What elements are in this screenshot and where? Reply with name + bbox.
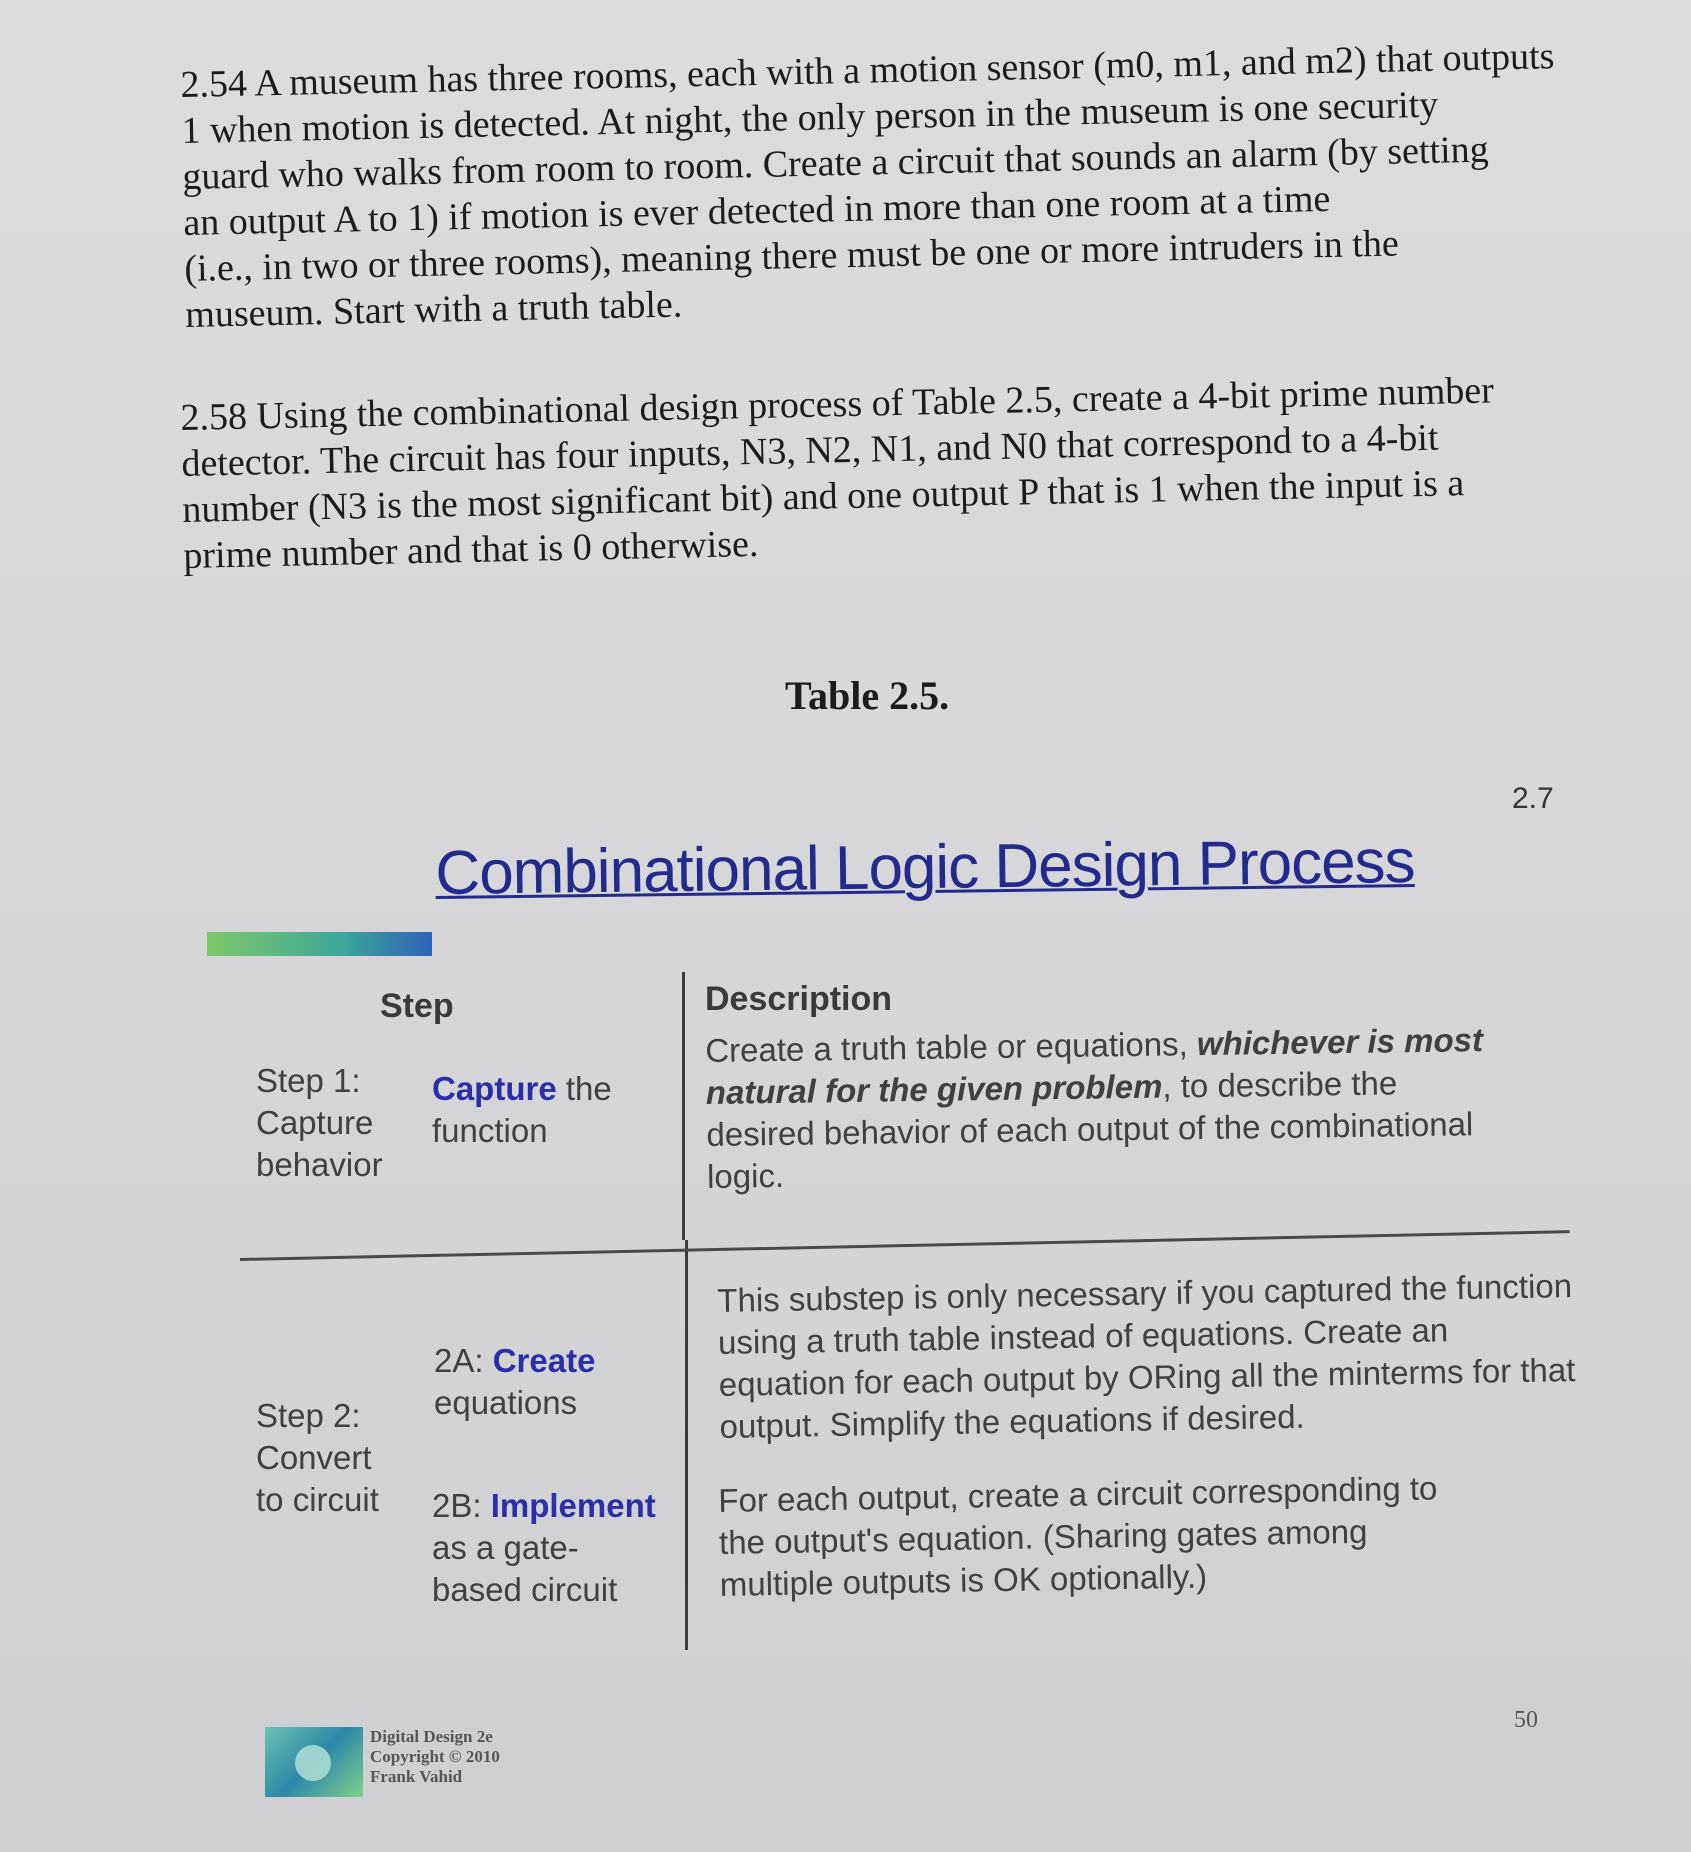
footer-line3: Frank Vahid: [370, 1767, 463, 1786]
problem-2-58-text: 2.58 Using the combinational design process of Table 2.5, create a 4-bit prime number detector. The circuit has four inputs, N3, N2, N1, and N0 that correspond to a 4-bit number (N3 is the most significant bit) and one output P that is 1 when the input is a prime number and that is 0 otherwise.: [180, 369, 1495, 577]
header-step: Step: [380, 987, 454, 1025]
step2-name-line1: Step 2:: [256, 1397, 361, 1434]
step1-substep: [432, 1068, 612, 1152]
step2-name: [256, 1395, 379, 1521]
step1-desc-part2: , to describe the desired behavior of each output of the combinational logic.: [706, 1064, 1474, 1195]
section-number: 2.7: [1512, 782, 1554, 815]
step1-sub-rest2: function: [432, 1112, 548, 1149]
publisher-logo-icon: [265, 1727, 363, 1797]
page-number: 50: [1514, 1707, 1538, 1733]
table-caption: Table 2.5.: [785, 673, 950, 718]
row-divider: [240, 1230, 1570, 1261]
problem-2-58: [180, 366, 1584, 579]
step1-name-line2: Capture: [256, 1104, 374, 1141]
step2a-keyword: Create: [492, 1342, 596, 1379]
step2a-prefix: 2A:: [434, 1342, 493, 1379]
title-accent-bar: [207, 932, 432, 956]
step2b-description: For each output, create a circuit corresponding to the output's equation. (Sharing gates among multiple outputs is OK optionally.): [718, 1469, 1438, 1603]
step2-name-line3: to circuit: [256, 1481, 379, 1518]
step2b-rest1: as a gate-: [432, 1529, 579, 1566]
problem-2-54-text: 2.54 A museum has three rooms, each with a motion sensor (m0, m1, and m2) that outputs 1 when motion is detected. At night, the only person in the museum is one security guard who walks from room to room. Create a circuit that sounds an alarm (by setting an output A to 1) if motion is ever detected in more than one room at a time (i.e., in two or three rooms), meaning there must be one or more intruders in the museum. Start with a truth table.: [180, 35, 1555, 336]
step2a-description: This substep is only necessary if you captured the function using a truth table instead of equations. Create an equation for each output by ORing all the minterms for that output. Simplify the equations if desired.: [717, 1267, 1576, 1445]
step1-desc-part1: Create a truth table or equations,: [705, 1025, 1198, 1069]
header-description: Description: [705, 980, 893, 1018]
step2b-substep: [432, 1485, 656, 1611]
step1-name-line3: behavior: [256, 1146, 383, 1183]
step2-name-line2: Convert: [256, 1439, 372, 1476]
step2b-prefix: 2B:: [432, 1487, 491, 1524]
step1-name-line1: Step 1:: [256, 1062, 361, 1099]
column-divider-top: [682, 972, 685, 1240]
step1-sub-rest1: the: [556, 1070, 612, 1107]
step2b-rest2: based circuit: [432, 1571, 618, 1608]
step1-name: [256, 1060, 383, 1186]
footer-line2: Copyright © 2010: [370, 1747, 500, 1766]
step1-desc-emph: whichever is most natural for the given problem: [705, 1021, 1484, 1111]
step1-keyword: Capture: [432, 1070, 557, 1107]
step2a-substep: [434, 1340, 595, 1424]
step1-description: [705, 1019, 1507, 1198]
slide-title: Combinational Logic Design Process: [435, 827, 1415, 908]
column-divider-bottom: [685, 1240, 688, 1650]
footer-line1: Digital Design 2e: [370, 1727, 493, 1746]
footer-copyright: [370, 1727, 500, 1787]
step2a-rest: equations: [434, 1384, 578, 1421]
problem-2-54: [180, 32, 1635, 338]
step2b-keyword: Implement: [490, 1487, 656, 1524]
